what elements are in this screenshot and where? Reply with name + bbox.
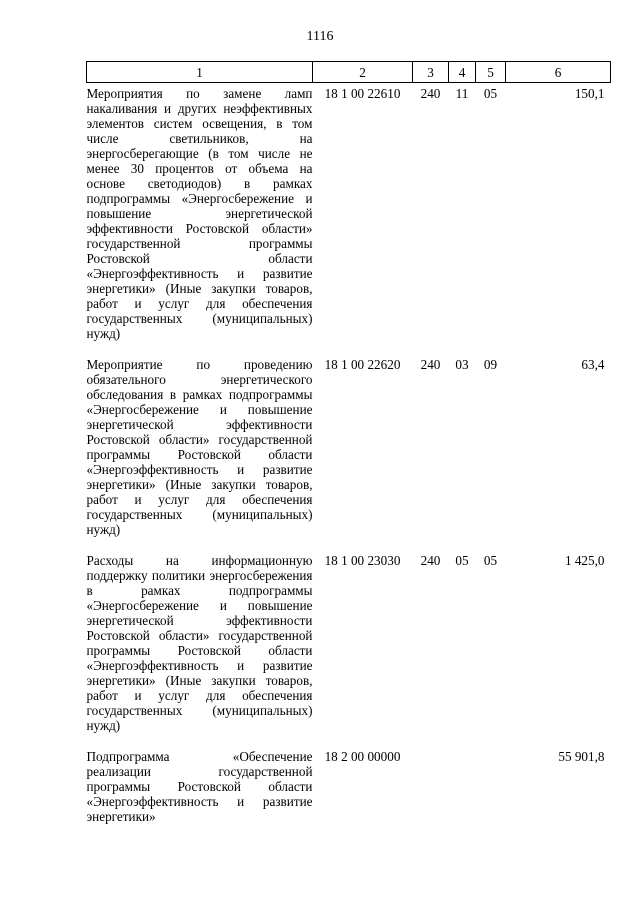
row-pr: 09 bbox=[483, 357, 498, 372]
row-rz: 05 bbox=[455, 553, 469, 568]
row-vr: 240 bbox=[420, 553, 441, 568]
row-rz: 11 bbox=[455, 86, 469, 101]
table-row bbox=[87, 550, 611, 733]
row-pr bbox=[476, 746, 506, 824]
table-row bbox=[87, 354, 611, 537]
row-amount: 1 425,0 bbox=[564, 553, 605, 568]
row-gap bbox=[87, 537, 611, 550]
description-text: Расходы на информационную поддержку политики энергосбережения в рамках подпрограммы «Энергосбережение и повышение энергетической эффективности Ростовской области» государственной программы Ростовской области «Энергоэффективность и развитие энергетики» (Иные закупки товаров, работ и услуг для обеспечения государственных (муниципальных) нужд) bbox=[86, 553, 313, 733]
description-text: Мероприятия по замене ламп накаливания и других неэффективных элементов систем освещения, в том числе светильников, на энергосберегающие (в том числе не менее 30 процентов от объема на основе светодиодов) в рамках подпрограммы «Энергосбережение и повышение энергетической эффективности Ростовской области» государственной программы Ростовской области «Энергоэффективность и развитие энергетики» (Иные закупки товаров, работ и услуг для обеспечения государственных (муниципальных) нужд) bbox=[86, 86, 313, 341]
column-header: 1 bbox=[87, 62, 313, 83]
row-vr: 240 bbox=[420, 357, 441, 372]
budget-table bbox=[86, 61, 611, 824]
row-amount: 63,4 bbox=[581, 357, 605, 372]
row-description bbox=[87, 83, 313, 342]
column-header: 5 bbox=[476, 62, 506, 83]
row-code: 18 1 00 22610 bbox=[324, 86, 401, 101]
row-rz: 03 bbox=[455, 357, 469, 372]
column-header: 2 bbox=[313, 62, 413, 83]
row-vr bbox=[413, 746, 449, 824]
row-description bbox=[87, 550, 313, 733]
table-row bbox=[87, 746, 611, 824]
row-rz bbox=[449, 746, 476, 824]
table-header-row bbox=[87, 62, 611, 83]
description-text: Мероприятие по проведению обязательного энергетического обследования в рамках подпрограммы «Энергосбережение и повышение энергетической эффективности Ростовской области» государственной программы Ростовской области «Энергоэффективность и развитие энергетики» (Иные закупки товаров, работ и услуг для обеспечения государственных (муниципальных) нужд) bbox=[86, 357, 313, 537]
row-vr: 240 bbox=[420, 86, 441, 101]
row-amount: 150,1 bbox=[574, 86, 605, 101]
page-number: 1116 bbox=[306, 29, 334, 44]
row-amount: 55 901,8 bbox=[558, 749, 605, 764]
column-header: 4 bbox=[449, 62, 476, 83]
row-description bbox=[87, 746, 313, 824]
row-pr: 05 bbox=[483, 86, 498, 101]
row-description bbox=[87, 354, 313, 537]
column-header: 6 bbox=[506, 62, 611, 83]
column-header: 3 bbox=[413, 62, 449, 83]
row-code: 18 1 00 23030 bbox=[324, 553, 401, 568]
description-text: Подпрограмма «Обеспечение реализации государственной программы Ростовской области «Энергоэффективность и развитие энергетики» bbox=[86, 749, 313, 824]
row-pr: 05 bbox=[483, 553, 498, 568]
row-gap bbox=[87, 733, 611, 746]
row-code: 18 1 00 22620 bbox=[324, 357, 401, 372]
table-row bbox=[87, 83, 611, 342]
row-gap bbox=[87, 341, 611, 354]
row-code: 18 2 00 00000 bbox=[324, 749, 401, 764]
